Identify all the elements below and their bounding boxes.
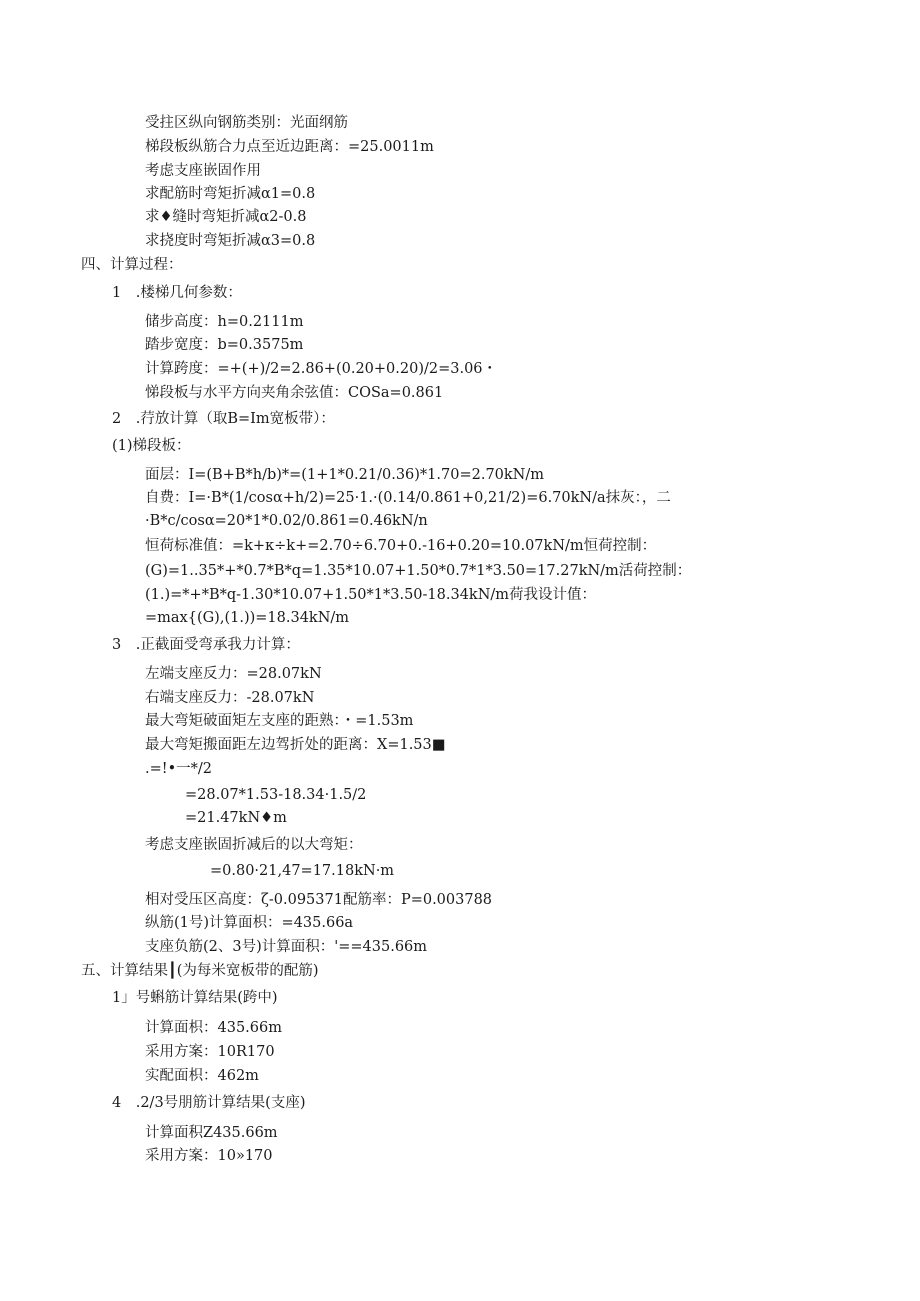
- step-height: 储步高度：h=0.2111m: [145, 314, 304, 330]
- right-support-reaction: 右端支座反力：-28.07kN: [145, 690, 315, 706]
- section-heading-results: 五、计算结果┃(为每米宽板带的配筋): [81, 963, 319, 979]
- compression-zone-ratio: 相对受压区高度：ζ-0.095371配筋率：P=0.003788: [145, 892, 493, 908]
- design-load-value: =max{(G),(1.))=18.34kN/m: [145, 610, 350, 626]
- reduction-a2: 求♦缝时弯矩折减α2-0.8: [145, 209, 307, 225]
- plaster-load: ·B*c∕cosα=20*1*0.02/0.861=0.46kN/n: [145, 513, 428, 529]
- reduced-moment-value: =0.80·21,47=17.18kN·m: [210, 863, 395, 879]
- slab-angle-cosine: 悌段板与水平方向夹角余弦值：COSa=0.861: [145, 385, 444, 401]
- left-support-reaction: 左端支座反力：=28.07kN: [145, 666, 322, 682]
- section-heading-process: 四、计算过程：: [81, 257, 183, 273]
- rebar23-scheme: 采用方案：10»170: [145, 1148, 273, 1164]
- calc-span: 计算跨度：=+(+)/2=2.86+(0.20+0.20)/2=3.06・: [145, 361, 498, 377]
- rebar1-scheme: 采用方案：10R170: [145, 1044, 275, 1060]
- moment-formula: .=!•一*/2: [145, 761, 212, 777]
- rebar-type-line: 受拄区纵向钢筋类别：光面纲筋: [145, 115, 348, 131]
- self-weight-load: 自费：I=·B*(1∕cosα+h∕2)=25·1.·(0.14/0.861+0,21/2)=6.70kN/a抹灰：，二: [145, 490, 671, 506]
- max-moment-distance-bend: 最大弯矩搬面距左边驾折处的距离：X=1.53■: [145, 737, 446, 753]
- subheading-stair-slab: (1)梯段板：: [112, 438, 191, 454]
- rebar-distance-line: 梯段板纵筋合力点至近边距离：=25.0011m: [145, 139, 434, 155]
- support-rebar-area: 支座负筋(2、3号)计算面积：'==435.66m: [145, 939, 428, 955]
- max-moment-distance-support: 最大弯矩破面矩左支座的距熟：・=1.53m: [145, 713, 414, 729]
- step-width: 踏步宽度：b=0.3575m: [145, 337, 304, 353]
- subheading-geometry: 1 .楼梯几何参数：: [112, 285, 242, 301]
- rebar1-actual-area: 实配面枳：462m: [145, 1068, 259, 1084]
- surface-layer-load: 面层：I=(B+B*h∕b)*=(1+1*0.21/0.36)*1.70=2.70kN/m: [145, 467, 545, 483]
- rebar1-calc-area: 计算面枳：435.66m: [145, 1020, 282, 1036]
- subheading-load: 2 .荇放计算（取B=Im宽板带）：: [112, 411, 335, 427]
- fixity-note: 考虑支座嵌固作用: [145, 163, 261, 179]
- dead-load-control: (G)=1..35*+*0.7*B*q=1.35*10.07+1.50*0.7*1*3.50=17.27kN/m活荷控制：: [145, 563, 692, 579]
- subheading-bending-capacity: 3 .正截面受弯承我力计算：: [112, 637, 300, 653]
- rebar23-calc-area: 计算面积Z435.66m: [145, 1125, 278, 1141]
- reduction-a3: 求挠度时弯矩折减α3=0.8: [145, 233, 316, 249]
- longitudinal-rebar-area: 纵筋(1号)计算面枳：=435.66a: [145, 915, 354, 931]
- reduction-a1: 求配筋时弯矩折减α1=0.8: [145, 186, 316, 202]
- subheading-rebar-2-3: 4 .2/3号朋筋计算结果(支座): [112, 1095, 306, 1111]
- moment-result: =21.47kN♦m: [185, 810, 287, 826]
- dead-load-standard: 恒荷标准值：=k+κ÷k+=2.70÷6.70+0.-16+0.20=10.07kN/m恒荷控制：: [145, 538, 657, 554]
- subheading-rebar-1: 1」号蝌筋计算结果(跨中): [112, 990, 278, 1006]
- moment-substitution: =28.07*1.53-18.34·1.5∕2: [185, 787, 367, 803]
- live-load-control: (1.)=*+*B*q-1.30*10.07+1.50*1*3.50-18.34kN/m荷我设计值：: [145, 587, 597, 603]
- reduced-moment-note: 考虑支座嵌固折减后的以大弯矩：: [145, 837, 363, 853]
